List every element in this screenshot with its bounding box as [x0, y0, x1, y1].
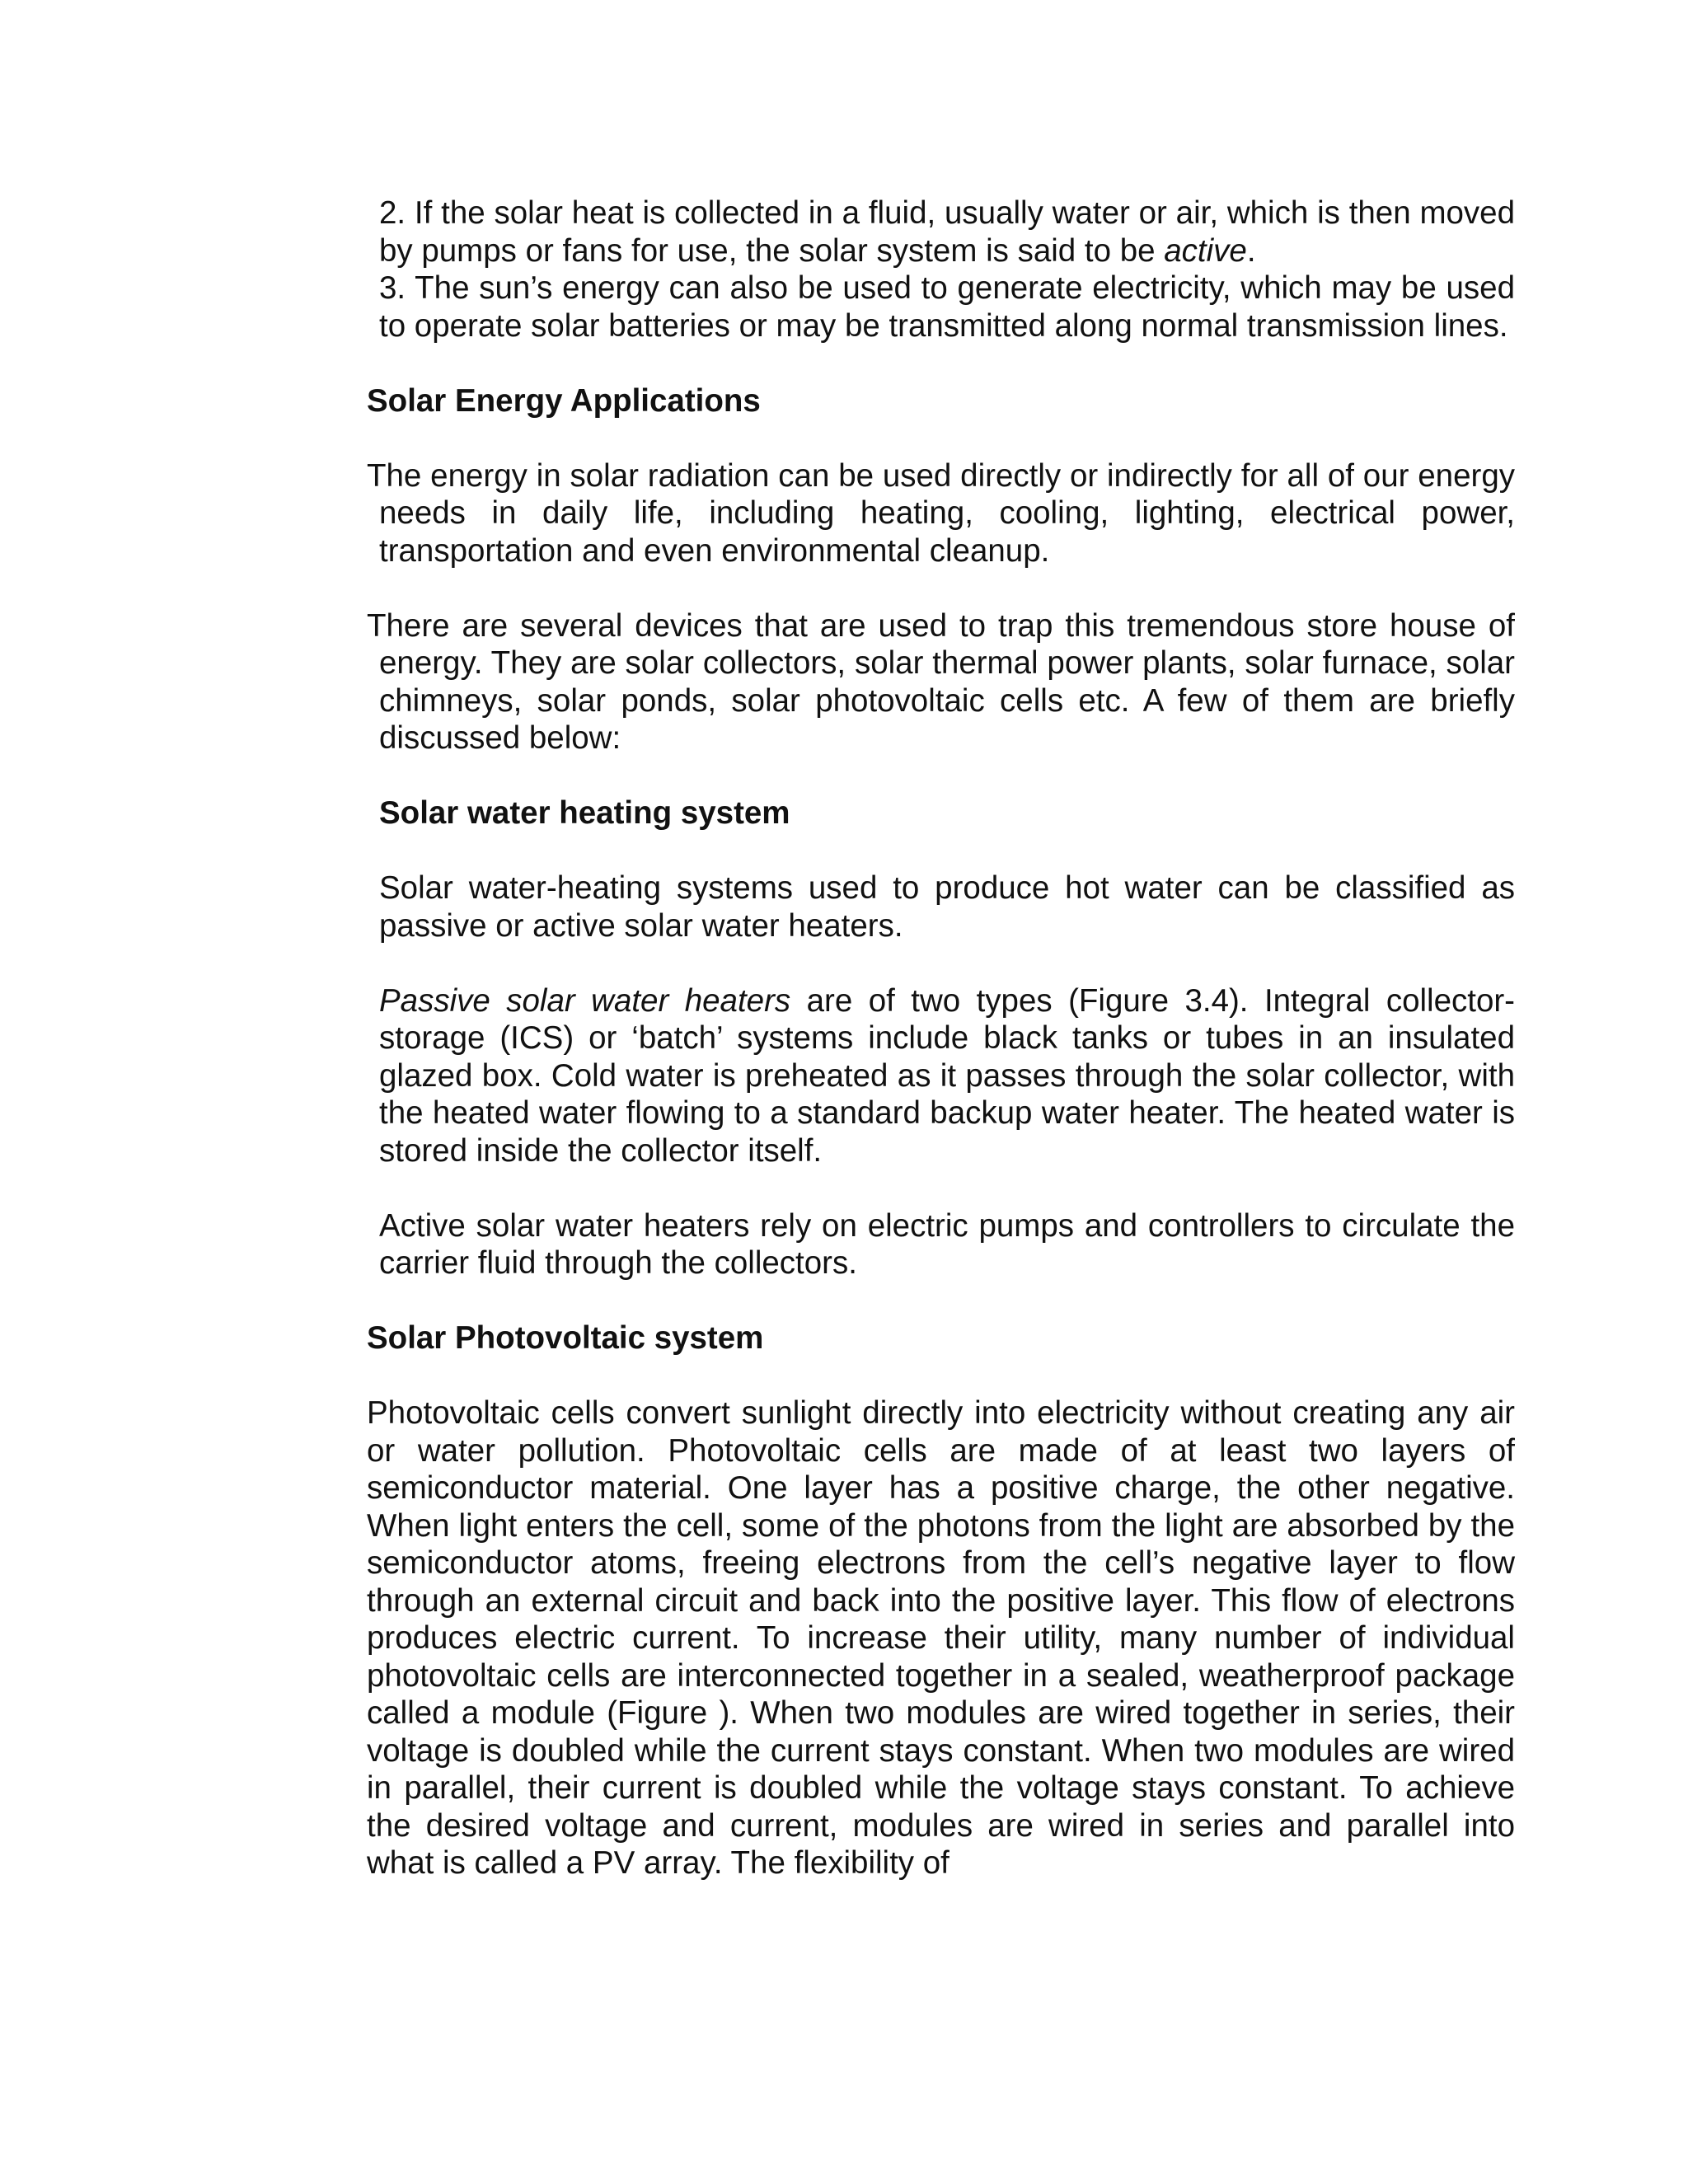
- list-item-2-emphasis: active: [1164, 232, 1247, 269]
- spacer: [367, 1357, 1515, 1395]
- water-heating-paragraph-2: [367, 982, 1515, 1170]
- spacer: [367, 757, 1515, 795]
- list-item-3: 3. The sun’s energy can also be used to generate electricity, which may be used to operate solar batteries or may be transmitted along normal transmission lines.: [379, 270, 1515, 344]
- spacer: [367, 1282, 1515, 1320]
- spacer: [367, 944, 1515, 982]
- spacer: [367, 1169, 1515, 1207]
- section-heading-photovoltaic: Solar Photovoltaic system: [367, 1320, 764, 1356]
- photovoltaic-paragraph-1: Photovoltaic cells convert sunlight directly into electricity without creating any air or water pollution. Photovoltaic cells are made of at least two layers of semiconductor material. One layer has a positive charge, the other negative. When light enters the cell, some of the photons from the light are absorbed by the semiconductor atoms, freeing electrons from the cell’s negative layer to flow through an external circuit and back into the positive layer. This flow of electrons produces electric current. To increase their utility, many number of individual photovoltaic cells are interconnected together in a sealed, weatherproof package called a module (Figure ). When two modules are wired together in series, their voltage is doubled while the current stays constant. When two modules are wired in parallel, their current is doubled while the voltage stays constant. To achieve the desired voltage and current, modules are wired in series and parallel into what is called a PV array. The flexibility of: [367, 1395, 1515, 1881]
- water-heating-paragraph-1: Solar water-heating systems used to produce hot water can be classified as passive or active solar water heaters.: [379, 870, 1515, 944]
- passive-heaters-term: Passive solar water heaters: [379, 982, 791, 1019]
- spacer: [367, 419, 1515, 457]
- passive-heaters-text: are of two types (Figure 3.4). Integral collector-storage (ICS) or ‘batch’ systems include black tanks or tubes in an insulated glazed box. Cold water is preheated as it passes through the solar collector, with the heated water flowing to a standard backup water heater. The heated water is stored inside the collector itself.: [379, 982, 1515, 1169]
- list-item-2: [367, 194, 1515, 269]
- spacer: [367, 569, 1515, 607]
- spacer: [367, 344, 1515, 382]
- list-item-2-end: .: [1246, 232, 1256, 269]
- section-heading-applications: Solar Energy Applications: [367, 382, 761, 419]
- list-item-2-text: 2. If the solar heat is collected in a fluid, usually water or air, which is then moved by pumps or fans for use, the solar system is said to be: [379, 195, 1515, 269]
- section-heading-water-heating: Solar water heating system: [379, 795, 790, 831]
- spacer: [367, 832, 1515, 870]
- water-heating-paragraph-3: Active solar water heaters rely on electric pumps and controllers to circulate the carrier fluid through the collectors.: [379, 1207, 1515, 1281]
- applications-paragraph-2: There are several devices that are used to trap this tremendous store house of energy. They are solar collectors, solar thermal power plants, solar furnace, solar chimneys, solar ponds, solar photovoltaic cells etc. A few of them are briefly discussed below:: [367, 607, 1515, 756]
- applications-paragraph-1: The energy in solar radiation can be used directly or indirectly for all of our energy needs in daily life, including heating, cooling, lighting, electrical power, transportation and even environmental cleanup.: [367, 457, 1515, 569]
- text-column: [367, 194, 1515, 1882]
